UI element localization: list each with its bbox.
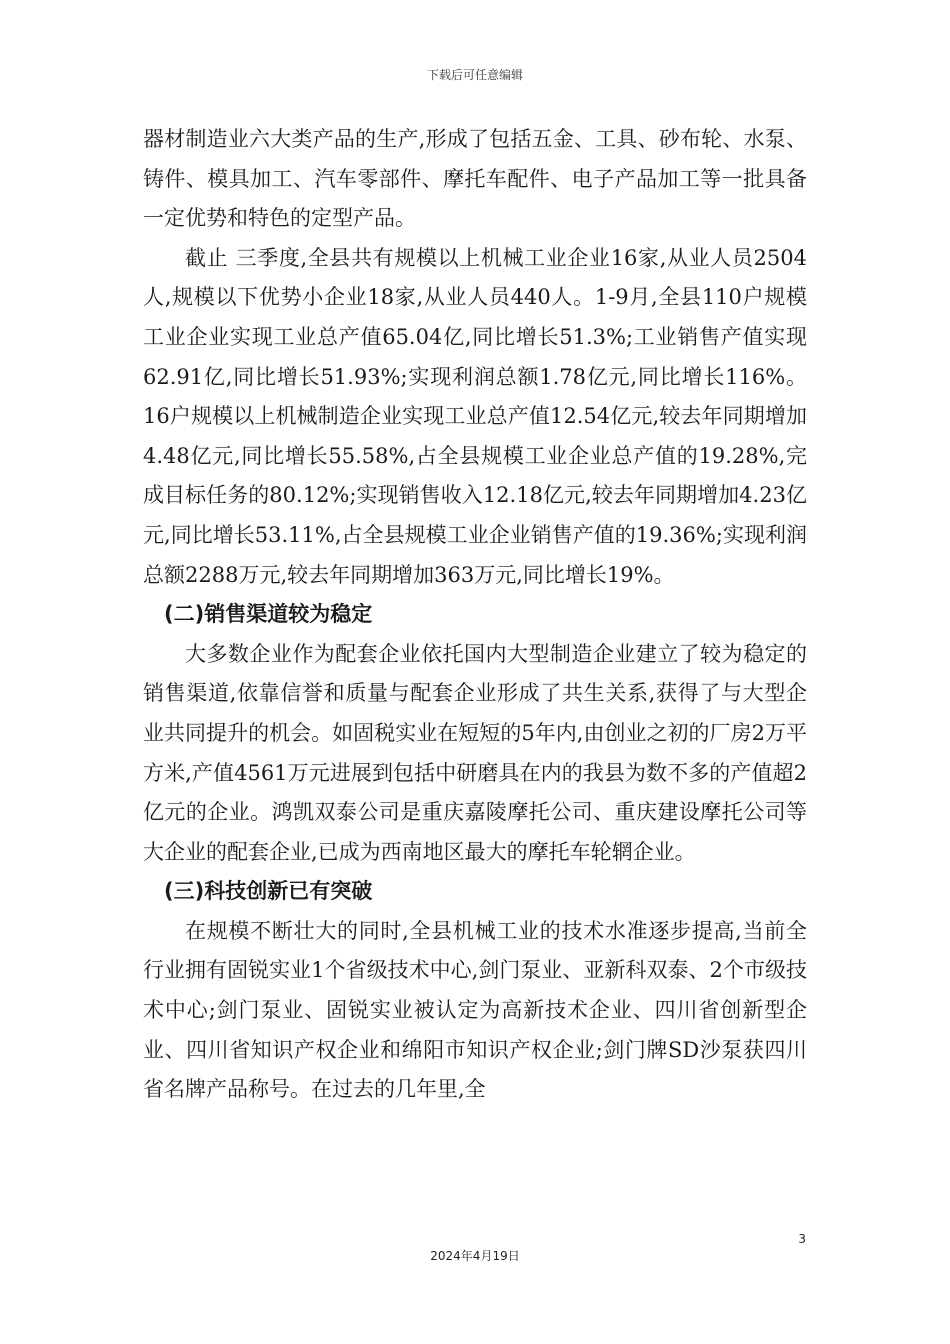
page-header: 下载后可任意编辑 bbox=[426, 68, 523, 82]
page-number: 3 bbox=[798, 1232, 806, 1246]
section-heading-innovation: (三)科技创新已有突破 bbox=[164, 879, 373, 904]
paragraph-innovation: 在规模不断壮大的同时,全县机械工业的技术水准逐步提高,当前全行业拥有固锐实业1个省级技术中心,剑门泵业、亚新科双泰、2个市级技术中心;剑门泵业、固锐实业被认定为高新技术企业、四川省创新型企业、四川省知识产权企业和绵阳市知识产权企业;剑门牌SD沙泵获四川省名牌产品称号。在过去的几年里,全 bbox=[143, 918, 807, 1102]
paragraph-sales-channels: 大多数企业作为配套企业依托国内大型制造企业建立了较为稳定的销售渠道,依靠信誉和质量与配套企业形成了共生关系,获得了与大型企业共同提升的机会。如固税实业在短短的5年内,由创业之初的厂房2万平方米,产值4561万元进展到包括中研磨具在内的我县为数不多的产值超2亿元的企业。鸿凯双泰公司是重庆嘉陵摩托公司、重庆建设摩托公司等大企业的配套企业,已成为西南地区最大的摩托车轮辋企业。 bbox=[143, 641, 807, 864]
page-footer-date: 2024年4月19日 bbox=[430, 1249, 520, 1263]
paragraph-product-range: 器材制造业六大类产品的生产,形成了包括五金、工具、砂布轮、水泵、铸件、模具加工、汽车零部件、摩托车配件、电子产品加工等一批具备一定优势和特色的定型产品。 bbox=[143, 127, 807, 231]
section-heading-sales-channels: (二)销售渠道较为稳定 bbox=[164, 602, 373, 627]
paragraph-statistics: 截止 三季度,全县共有规模以上机械工业企业16家,从业人员2504人,规模以下优势小企业18家,从业人员440人。1-9月,全县110户规模工业企业实现工业总产值65.04亿,同比增长51.3%;工业销售产值实现62.91亿,同比增长51.93%;实现利润总额1.78亿元,同比增长116%。16户规模以上机械制造企业实现工业总产值12.54亿元,较去年同期增加4.48亿元,同比增长55.58%,占全县规模工业企业总产值的19.28%,完成目标任务的80.12%;实现销售收入12.18亿元,较去年同期增加4.23亿元,同比增长53.11%,占全县规模工业企业销售产值的19.36%;实现利润总额2288万元,较去年同期增加363万元,同比增长19%。 bbox=[143, 245, 807, 587]
document-body bbox=[143, 120, 807, 1110]
